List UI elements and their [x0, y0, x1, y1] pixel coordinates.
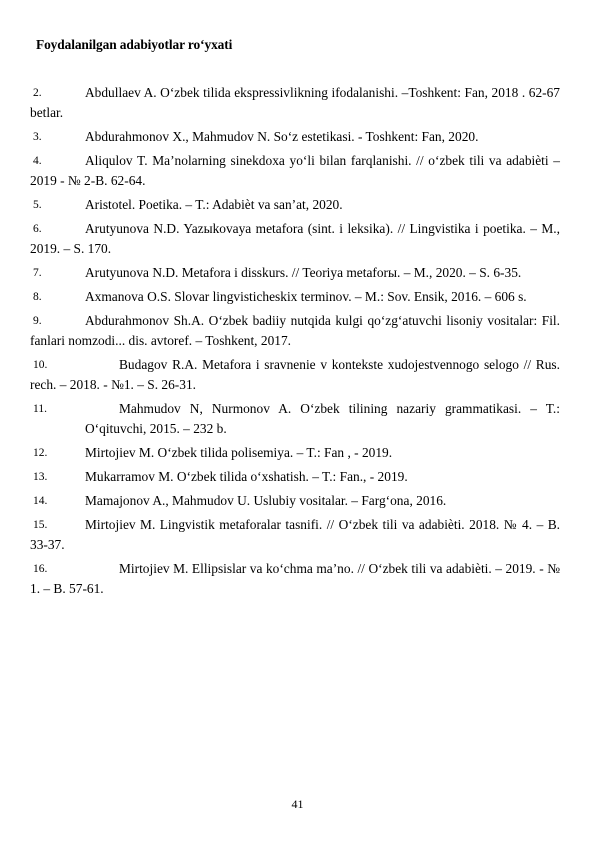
reference-number: 8.: [33, 291, 42, 303]
reference-number: 9.: [33, 315, 42, 327]
reference-item: [30, 491, 560, 511]
reference-number: 5.: [33, 199, 42, 211]
reference-text: Arutyunova N.D. Yazыkovaya metafora (sint. i leksika). // Lingvistika i poetika. – M., 2019. – S. 170.: [30, 221, 560, 256]
reference-text: Abdurahmonov X., Mahmudov N. So‘z estetikasi. - Toshkent: Fan, 2020.: [85, 129, 479, 144]
reference-item: [30, 443, 560, 463]
reference-item: [30, 151, 560, 191]
references-list: [30, 83, 560, 603]
reference-number: 12.: [33, 447, 48, 459]
reference-item: [30, 219, 560, 259]
reference-number: 4.: [33, 155, 42, 167]
reference-text: Axmanova O.S. Slovar lingvisticheskix terminov. – M.: Sov. Ensik, 2016. – 606 s.: [85, 289, 527, 304]
reference-item: [30, 515, 560, 555]
reference-item: [30, 287, 560, 307]
reference-text: Aliqulov T. Ma’nolarning sinekdoxa yo‘li bilan farqlanishi. // o‘zbek tili va adabiѐti – 2019 - № 2-B. 62-64.: [30, 153, 560, 188]
reference-text: Mukarramov M. O‘zbek tilida o‘xshatish. – T.: Fan., - 2019.: [85, 469, 408, 484]
reference-item: [30, 311, 560, 351]
reference-item: [30, 355, 560, 395]
reference-item: [30, 83, 560, 123]
reference-item: [30, 263, 560, 283]
reference-text: Mahmudov N, Nurmonov A. O‘zbek tilining nazariy grammatikasi. – T.: O‘qituvchi, 2015. – 232 b.: [85, 401, 560, 436]
reference-text: Aristotel. Poetika. – T.: Adabiѐt va san’at, 2020.: [85, 197, 343, 212]
reference-number: 7.: [33, 267, 42, 279]
reference-number: 16.: [33, 563, 48, 575]
reference-text: Arutyunova N.D. Metafora i disskurs. // Teoriya metaforы. – M., 2020. – S. 6-35.: [85, 265, 522, 280]
reference-text: Budagov R.A. Metafora i sravnenie v kontekste xudojestvennogo selogo // Rus. rech. – 2018. - №1. – S. 26-31.: [30, 357, 560, 392]
reference-number: 10.: [33, 359, 48, 371]
page-number: 41: [291, 797, 304, 811]
reference-number: 13.: [33, 471, 48, 483]
reference-text: Mirtojiev M. O‘zbek tilida polisemiya. – T.: Fan , - 2019.: [85, 445, 393, 460]
reference-item: [30, 399, 560, 439]
reference-text: Abdullaev A. O‘zbek tilida ekspressivlikning ifodalanishi. –Toshkent: Fan, 2018 . 62-67 betlar.: [30, 85, 560, 120]
reference-item: [30, 127, 560, 147]
reference-item: [30, 195, 560, 215]
reference-text: Mamajonov A., Mahmudov U. Uslubiy vositalar. – Farg‘ona, 2016.: [85, 493, 447, 508]
reference-number: 14.: [33, 495, 48, 507]
reference-item: [30, 559, 560, 599]
reference-text: Abdurahmonov Sh.A. O‘zbek badiiy nutqida kulgi qo‘zg‘atuvchi lisoniy vositalar: Fil. fanlari nomzodi... dis. avtoref. – Toshkent, 2017.: [30, 313, 560, 348]
references-heading: Foydalanilgan adabiyotlar ro‘yxati: [36, 37, 233, 52]
reference-text: Mirtojiev M. Lingvistik metaforalar tasnifi. // O‘zbek tili va adabiѐti. 2018. № 4. – B. 33-37.: [30, 517, 560, 552]
reference-number: 15.: [33, 519, 48, 531]
reference-text: Mirtojiev M. Ellipsislar va ko‘chma ma’no. // O‘zbek tili va adabiѐti. – 2019. - № 1. – B. 57-61.: [30, 561, 560, 596]
reference-number: 6.: [33, 223, 42, 235]
reference-number: 3.: [33, 131, 42, 143]
reference-item: [30, 467, 560, 487]
reference-number: 11.: [33, 403, 47, 415]
reference-number: 2.: [33, 87, 42, 99]
